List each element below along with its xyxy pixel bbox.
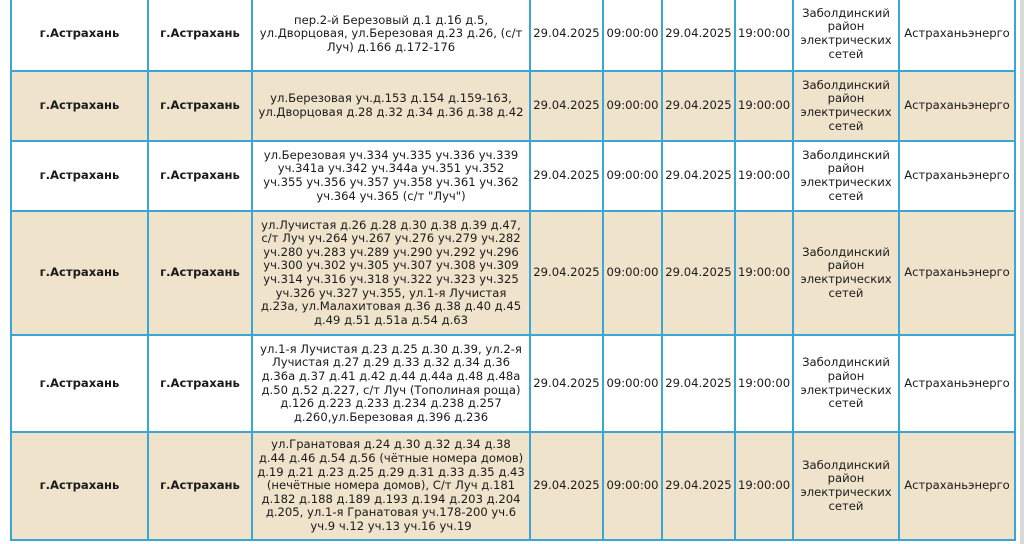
- cell-start-date: 29.04.2025: [530, 71, 603, 141]
- cell-address: ул.1-я Лучистая д.23 д.25 д.30 д.39, ул.2-я Лучистая д.27 д.29 д.33 д.32 д.34 д.36 д.36а д.37 д.41 д.42 д.44 д.44а д.48 д.48а д.50 д.52 д.227, с/т Луч (Тополиная роща) д.126 д.223 д.233 д.234 д.238 д.257 д.260,ул.Березовая д.396 д.236: [252, 335, 530, 432]
- cell-start-time: 09:00:00: [603, 211, 662, 335]
- cell-locality: г.Астрахань: [148, 0, 252, 71]
- cell-region: г.Астрахань: [11, 335, 148, 432]
- cell-address: пер.2-й Березовый д.1 д.1б д.5, ул.Дворцовая, ул.Березовая д.23 д.26, (с/т Луч) д.166 д.172-176: [252, 0, 530, 71]
- cell-end-time: 19:00:00: [735, 0, 793, 71]
- cell-end-date: 29.04.2025: [662, 211, 735, 335]
- table-row: [11, 335, 1015, 432]
- cell-region: г.Астрахань: [11, 141, 148, 211]
- table-row: [11, 432, 1015, 540]
- cell-address: ул.Лучистая д.26 д.28 д.30 д.38 д.39 д.47, с/т Луч уч.264 уч.267 уч.276 уч.279 уч.282 уч.280 уч.283 уч.289 уч.290 уч.292 уч.296 уч.300 уч.302 уч.305 уч.307 уч.308 уч.309 уч.314 уч.316 уч.318 уч.322 уч.323 уч.325 уч.326 уч.327 уч.355, ул.1-я Лучистая д.23а, ул.Малахитовая д.36 д.38 д.40 д.45 д.49 д.51 д.51а д.54 д.63: [252, 211, 530, 335]
- cell-organization: Астраханьэнерго: [899, 0, 1015, 71]
- cell-start-time: 09:00:00: [603, 335, 662, 432]
- cell-end-time: 19:00:00: [735, 211, 793, 335]
- scrollbar-track[interactable]: [1020, 0, 1024, 544]
- cell-start-date: 29.04.2025: [530, 141, 603, 211]
- cell-end-time: 19:00:00: [735, 432, 793, 540]
- cell-organization: Астраханьэнерго: [899, 432, 1015, 540]
- cell-start-date: 29.04.2025: [530, 335, 603, 432]
- cell-end-time: 19:00:00: [735, 71, 793, 141]
- cell-organization: Астраханьэнерго: [899, 141, 1015, 211]
- table-row: [11, 71, 1015, 141]
- cell-start-date: 29.04.2025: [530, 0, 603, 71]
- cell-start-date: 29.04.2025: [530, 432, 603, 540]
- cell-region: г.Астрахань: [11, 211, 148, 335]
- cell-organization: Астраханьэнерго: [899, 335, 1015, 432]
- cell-locality: г.Астрахань: [148, 432, 252, 540]
- table-row: [11, 211, 1015, 335]
- cell-start-time: 09:00:00: [603, 141, 662, 211]
- cell-region: г.Астрахань: [11, 432, 148, 540]
- cell-start-date: 29.04.2025: [530, 211, 603, 335]
- cell-district: Заболдинский район электрических сетей: [793, 0, 899, 71]
- cell-end-date: 29.04.2025: [662, 432, 735, 540]
- cell-end-time: 19:00:00: [735, 335, 793, 432]
- table-row: [11, 0, 1015, 71]
- cell-end-date: 29.04.2025: [662, 71, 735, 141]
- cell-locality: г.Астрахань: [148, 71, 252, 141]
- cell-region: г.Астрахань: [11, 71, 148, 141]
- cell-district: Заболдинский район электрических сетей: [793, 71, 899, 141]
- table-row: [11, 141, 1015, 211]
- cell-end-time: 19:00:00: [735, 141, 793, 211]
- cell-region: г.Астрахань: [11, 0, 148, 71]
- cell-start-time: 09:00:00: [603, 71, 662, 141]
- cell-district: Заболдинский район электрических сетей: [793, 211, 899, 335]
- cell-end-date: 29.04.2025: [662, 141, 735, 211]
- cell-district: Заболдинский район электрических сетей: [793, 432, 899, 540]
- cell-district: Заболдинский район электрических сетей: [793, 335, 899, 432]
- cell-address: ул.Березовая уч.334 уч.335 уч.336 уч.339 уч.341а уч.342 уч.344а уч.351 уч.352 уч.355 уч.356 уч.357 уч.358 уч.361 уч.362 уч.364 уч.365 (с/т "Луч"): [252, 141, 530, 211]
- cell-end-date: 29.04.2025: [662, 0, 735, 71]
- cell-address: ул.Березовая уч.д.153 д.154 д.159-163, ул.Дворцовая д.28 д.32 д.34 д.36 д.38 д.42: [252, 71, 530, 141]
- cell-start-time: 09:00:00: [603, 432, 662, 540]
- cell-locality: г.Астрахань: [148, 141, 252, 211]
- cell-locality: г.Астрахань: [148, 211, 252, 335]
- cell-organization: Астраханьэнерго: [899, 211, 1015, 335]
- cell-organization: Астраханьэнерго: [899, 71, 1015, 141]
- cell-address: ул.Гранатовая д.24 д.30 д.32 д.34 д.38 д.44 д.46 д.54 д.56 (чётные номера домов) д.19 д.21 д.23 д.25 д.29 д.31 д.33 д.35 д.43 (нечётные номера домов), С/т Луч д.181 д.182 д.188 д.189 д.193 д.194 д.203 д.204 д.205, ул.1-я Гранатовая уч.178-200 уч.6 уч.9 ч.12 уч.13 уч.16 уч.19: [252, 432, 530, 540]
- cell-locality: г.Астрахань: [148, 335, 252, 432]
- cell-end-date: 29.04.2025: [662, 335, 735, 432]
- outage-table: [10, 0, 1016, 541]
- cell-start-time: 09:00:00: [603, 0, 662, 71]
- cell-district: Заболдинский район электрических сетей: [793, 141, 899, 211]
